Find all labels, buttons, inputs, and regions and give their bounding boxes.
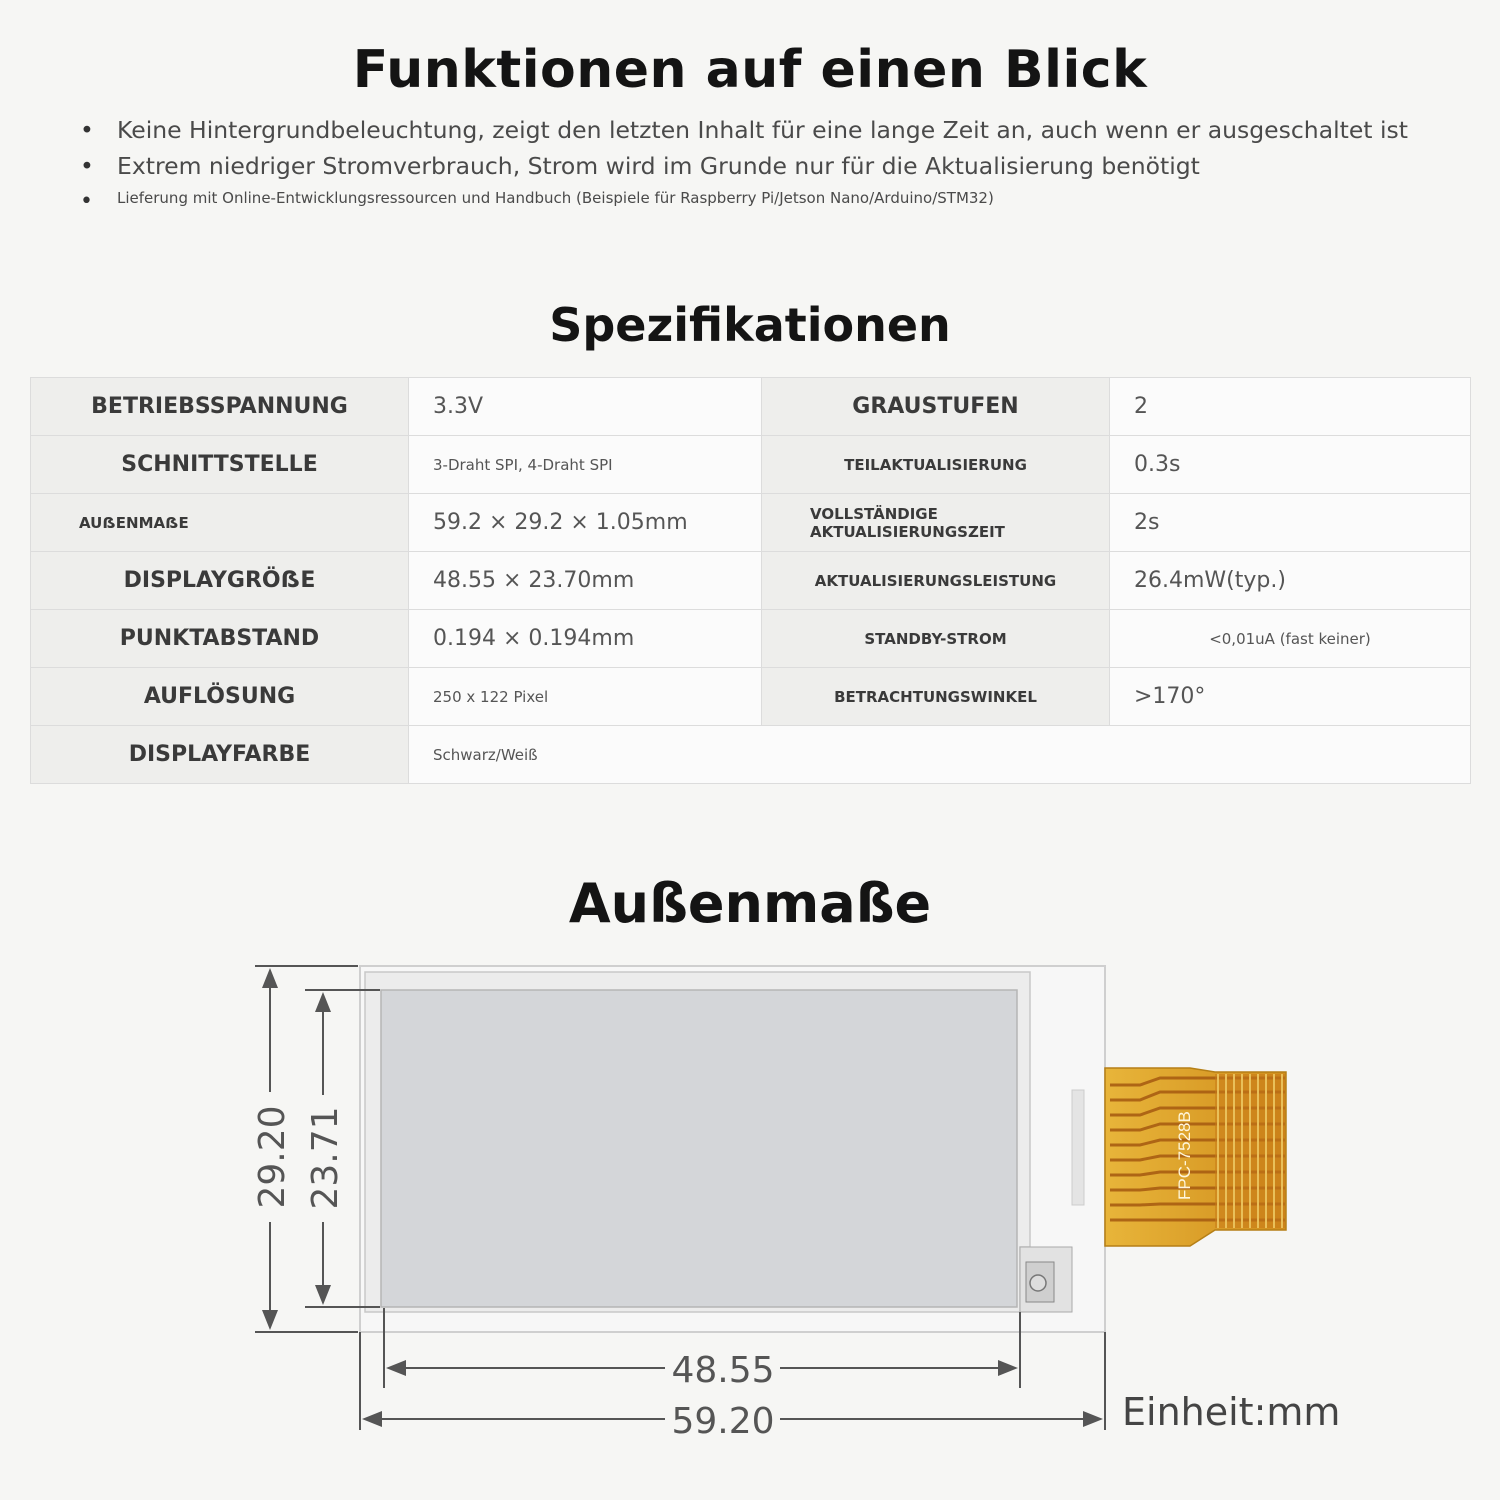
spec-value-viewing-angle: >170° xyxy=(1110,668,1471,726)
spec-value-display-color: Schwarz/Weiß xyxy=(409,726,1471,784)
panel-active-area xyxy=(381,990,1017,1307)
feature-item: • Extrem niedriger Stromverbrauch, Strom wird im Grunde nur für die Aktualisierung benötigt xyxy=(80,148,1480,184)
spec-value-outline: 59.2 × 29.2 × 1.05mm xyxy=(409,494,762,552)
outer-height-label: 29.20 xyxy=(252,1105,293,1209)
spec-label-full-refresh: VOLLSTÄNDIGE AKTUALISIERUNGSZEIT xyxy=(762,494,1110,552)
fpc-label: FPC-7528B xyxy=(1175,1111,1194,1200)
unit-label: Einheit:mm xyxy=(1122,1390,1341,1434)
active-width-label: 48.55 xyxy=(671,1350,775,1391)
spec-label-resolution: AUFLÖSUNG xyxy=(31,668,409,726)
spec-value-full-refresh: 2s xyxy=(1110,494,1471,552)
active-height-label: 23.71 xyxy=(305,1106,346,1210)
feature-item: • Lieferung mit Online-Entwicklungsressourcen und Handbuch (Beispiele für Raspberry Pi/Jetson Nano/Arduino/STM32) xyxy=(80,186,1480,210)
spec-value-display-size: 48.55 × 23.70mm xyxy=(409,552,762,610)
dimensions-title: Außenmaße xyxy=(568,872,932,935)
spec-value-grayscale: 2 xyxy=(1110,378,1471,436)
spec-label-partial-refresh: TEILAKTUALISIERUNG xyxy=(762,436,1110,494)
features-title: Funktionen auf einen Blick xyxy=(352,40,1148,100)
spec-value-interface: 3-Draht SPI, 4-Draht SPI xyxy=(409,436,762,494)
panel-connector-slot xyxy=(1072,1090,1084,1205)
spec-value-refresh-power: 26.4mW(typ.) xyxy=(1110,552,1471,610)
specs-title: Spezifikationen xyxy=(549,298,951,352)
spec-label-display-size: DISPLAYGRÖẞE xyxy=(31,552,409,610)
spec-label-viewing-angle: BETRACHTUNGSWINKEL xyxy=(762,668,1110,726)
feature-item: • Keine Hintergrundbeleuchtung, zeigt den letzten Inhalt für eine lange Zeit an, auch wenn er ausgeschaltet ist xyxy=(80,112,1480,148)
spec-value-standby-current: <0,01uA (fast keiner) xyxy=(1110,610,1471,668)
spec-value-partial-refresh: 0.3s xyxy=(1110,436,1471,494)
fpc-cable xyxy=(1105,1068,1286,1246)
spec-label-standby-current: STANDBY-STROM xyxy=(762,610,1110,668)
spec-label-dot-pitch: PUNKTABSTAND xyxy=(31,610,409,668)
spec-label-grayscale: GRAUSTUFEN xyxy=(762,378,1110,436)
spec-value-resolution: 250 x 122 Pixel xyxy=(409,668,762,726)
spec-label-refresh-power: AKTUALISIERUNGSLEISTUNG xyxy=(762,552,1110,610)
spec-label-display-color: DISPLAYFARBE xyxy=(31,726,409,784)
spec-label-outline: AUẞENMAẞE xyxy=(31,494,409,552)
spec-value-dot-pitch: 0.194 × 0.194mm xyxy=(409,610,762,668)
spec-label-voltage: BETRIEBSSPANNUNG xyxy=(31,378,409,436)
panel-screw-icon xyxy=(1030,1275,1046,1291)
spec-value-voltage: 3.3V xyxy=(409,378,762,436)
epaper-panel xyxy=(360,966,1105,1332)
outer-width-label: 59.20 xyxy=(671,1401,775,1442)
spec-label-interface: SCHNITTSTELLE xyxy=(31,436,409,494)
